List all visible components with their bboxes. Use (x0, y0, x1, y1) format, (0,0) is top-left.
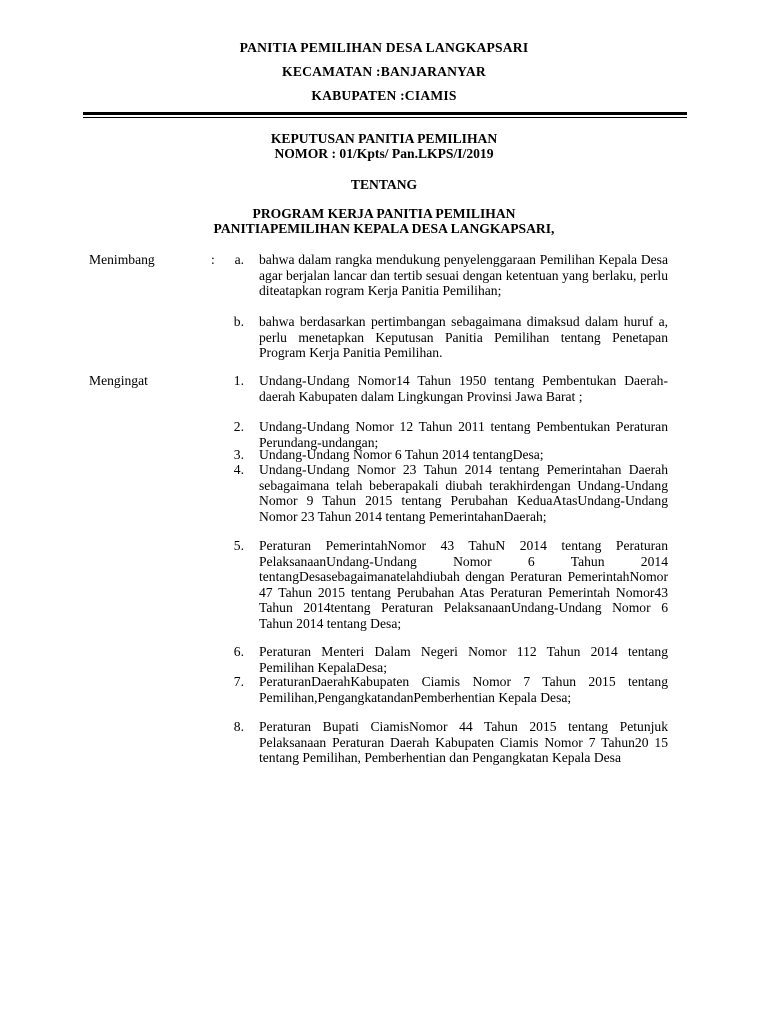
mengingat-marker-8: 8. (233, 719, 244, 734)
mengingat-marker-1: 1. (233, 373, 244, 388)
about-heading: TENTANG (350, 177, 418, 192)
letterhead-divider-thick (83, 112, 687, 115)
mengingat-label: Mengingat (89, 373, 148, 388)
menimbang-item-b: bahwa berdasarkan pertimbangan sebagaimana dimaksud dalam huruf a, perlu menetapkan Keputusan Panitia Pemilihan tentang Penetapan Program Kerja Panitia Pemilihan. (259, 314, 668, 361)
mengingat-marker-4: 4. (233, 462, 244, 477)
mengingat-item-7: PeraturanDaerahKabupaten Ciamis Nomor 7 Tahun 2015 tentang Pemilihan,PengangkatandanPemberhentian Kepala Desa; (259, 674, 668, 705)
mengingat-item-3: Undang-Undang Nomor 6 Tahun 2014 tentangDesa; (259, 447, 544, 462)
menimbang-item-a: bahwa dalam rangka mendukung penyelenggaraan Pemilihan Kepala Desa agar berjalan lancar dan tertib sesuai dengan ketentuan yang berlaku, perlu diteatapkan rogram Kerja Panitia Pemilihan; (259, 252, 668, 299)
mengingat-item-1: Undang-Undang Nomor14 Tahun 1950 tentang Pembentukan Daerah-daerah Kabupaten dalam Lingkungan Provinsi Jawa Barat ; (259, 373, 668, 404)
committee-name: PANITIA PEMILIHAN DESA LANGKAPSARI (239, 40, 529, 55)
mengingat-item-2: Undang-Undang Nomor 12 Tahun 2011 tentang Pembentukan Peraturan Perundang-undangan; (259, 419, 668, 450)
decision-number: NOMOR : 01/Kpts/ Pan.LKPS/I/2019 (274, 146, 494, 161)
decision-title: KEPUTUSAN PANITIA PEMILIHAN (270, 131, 498, 146)
mengingat-item-8: Peraturan Bupati CiamisNomor 44 Tahun 2015 tentang Petunjuk Pelaksanaan Peraturan Daerah Kabupaten Ciamis Nomor 7 Tahun20 15 tentang Pemilihan, Pemberhentian dan Pengangkatan Kepala Desa (259, 719, 668, 766)
menimbang-marker-a: a. (234, 252, 244, 267)
mengingat-item-5: Peraturan PemerintahNomor 43 TahuN 2014 tentang Peraturan PelaksanaanUndang-Undang Nomor 6 Tahun 2014 tentangDesasebagaimanatelahdiubah dengan Peraturan PemerintahNomor 47 Tahun 2015 tentang Perubahan Atas Peraturan Pemerintah Nomor43 Tahun 2014tentang Peraturan PelaksanaanUndang-Undang Nomor 6 Tahun 2014 tentang Desa; (259, 538, 668, 631)
regency-name: KABUPATEN :CIAMIS (311, 88, 457, 103)
menimbang-marker-b: b. (233, 314, 244, 329)
mengingat-item-6: Peraturan Menteri Dalam Negeri Nomor 112 Tahun 2014 tentang Pemilihan KepalaDesa; (259, 644, 668, 675)
menimbang-colon: : (211, 252, 215, 267)
mengingat-marker-5: 5. (233, 538, 244, 553)
mengingat-marker-6: 6. (233, 644, 244, 659)
letterhead-divider-thin (83, 117, 687, 118)
district-name: KECAMATAN :BANJARANYAR (282, 64, 486, 79)
subject-line-1: PROGRAM KERJA PANITIA PEMILIHAN (252, 206, 516, 221)
subject-line-2: PANITIAPEMILIHAN KEPALA DESA LANGKAPSARI, (213, 221, 555, 236)
mengingat-item-4: Undang-Undang Nomor 23 Tahun 2014 tentang Pemerintahan Daerah sebagaimana telah beberapakali diubah terakhirdengan Undang-Undang Nomor 9 Tahun 2015 tentang Perubahan KeduaAtasUndang-Undang Nomor 23 Tahun 2014 tentang PemerintahanDaerah; (259, 462, 668, 524)
mengingat-marker-2: 2. (233, 419, 244, 434)
menimbang-label: Menimbang (89, 252, 155, 267)
mengingat-marker-3: 3. (233, 447, 244, 462)
mengingat-marker-7: 7. (233, 674, 244, 689)
